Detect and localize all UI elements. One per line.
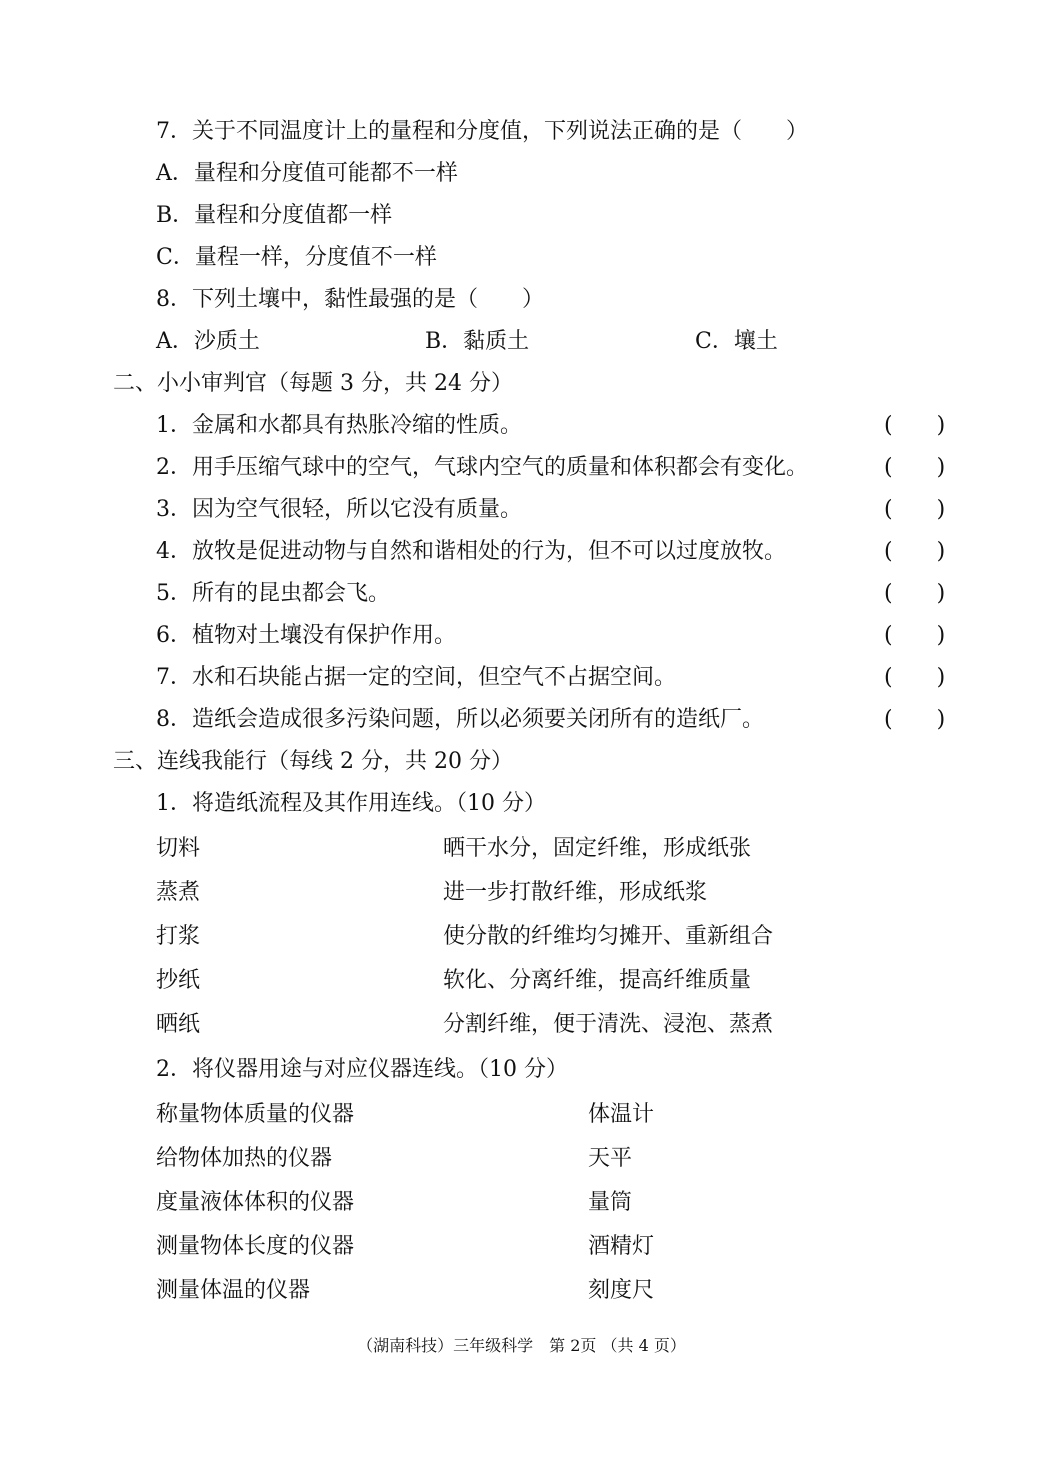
match-1-right-2[interactable]: 进一步打散纤维，形成纸浆: [443, 880, 708, 905]
match-1-left-4[interactable]: 抄纸: [156, 968, 201, 993]
judge-item-4: 4．放牧是促进动物与自然和谐相处的行为，但不可以过度放牧。: [156, 539, 786, 564]
judge-item-3: 3．因为空气很轻，所以它没有质量。: [156, 497, 522, 522]
judge-blank-8[interactable]: ( ): [884, 707, 946, 732]
judge-item-6: 6．植物对土壤没有保护作用。: [156, 623, 456, 648]
match-2-right-5[interactable]: 刻度尺: [588, 1278, 655, 1303]
match-1-right-4[interactable]: 软化、分离纤维，提高纤维质量: [443, 968, 752, 993]
match-1-left-1[interactable]: 切料: [156, 836, 201, 861]
match-1-right-3[interactable]: 使分散的纤维均匀摊开、重新组合: [443, 924, 774, 949]
match-1-right-5[interactable]: 分割纤维，便于清洗、浸泡、蒸煮: [443, 1012, 774, 1037]
question-7-stem: 7．关于不同温度计上的量程和分度值，下列说法正确的是（ ）: [156, 119, 808, 144]
section-2-heading: 二、小小审判官（每题 3 分，共 24 分）: [113, 371, 513, 396]
match-1-right-1[interactable]: 晒干水分，固定纤维，形成纸张: [443, 836, 752, 861]
question-8-option-b: B．黏质土: [425, 329, 530, 354]
judge-blank-7[interactable]: ( ): [884, 665, 946, 690]
question-7-option-b: B．量程和分度值都一样: [156, 203, 393, 228]
judge-item-8: 8．造纸会造成很多污染问题，所以必须要关闭所有的造纸厂。: [156, 707, 764, 732]
match-2-left-4[interactable]: 测量物体长度的仪器: [156, 1234, 355, 1259]
judge-blank-6[interactable]: ( ): [884, 623, 946, 648]
judge-blank-3[interactable]: ( ): [884, 497, 946, 522]
judge-blank-1[interactable]: ( ): [884, 413, 946, 438]
match-1-left-5[interactable]: 晒纸: [156, 1012, 201, 1037]
match-1-left-2[interactable]: 蒸煮: [156, 880, 201, 905]
question-8-option-a: A．沙质土: [156, 329, 260, 354]
match-1-left-3[interactable]: 打浆: [156, 924, 201, 949]
match-2-left-1[interactable]: 称量物体质量的仪器: [156, 1102, 355, 1127]
question-8-stem: 8．下列土壤中，黏性最强的是（ ）: [156, 287, 544, 312]
match-2-left-3[interactable]: 度量液体体积的仪器: [156, 1190, 355, 1215]
judge-item-5: 5．所有的昆虫都会飞。: [156, 581, 390, 606]
match-2-right-1[interactable]: 体温计: [588, 1102, 655, 1127]
match-2-left-2[interactable]: 给物体加热的仪器: [156, 1146, 333, 1171]
match-2-stem: 2．将仪器用途与对应仪器连线。（10 分）: [156, 1057, 568, 1082]
match-2-right-2[interactable]: 天平: [588, 1146, 633, 1171]
match-2-right-3[interactable]: 量筒: [588, 1190, 633, 1215]
section-3-heading: 三、连线我能行（每线 2 分，共 20 分）: [113, 749, 513, 774]
question-7-option-c: C．量程一样，分度值不一样: [156, 245, 437, 270]
judge-item-7: 7．水和石块能占据一定的空间，但空气不占据空间。: [156, 665, 676, 690]
match-2-left-5[interactable]: 测量体温的仪器: [156, 1278, 311, 1303]
match-1-stem: 1．将造纸流程及其作用连线。（10 分）: [156, 791, 546, 816]
question-8-option-c: C．壤土: [695, 329, 778, 354]
judge-item-2: 2．用手压缩气球中的空气，气球内空气的质量和体积都会有变化。: [156, 455, 808, 480]
judge-blank-2[interactable]: ( ): [884, 455, 946, 480]
judge-blank-4[interactable]: ( ): [884, 539, 946, 564]
question-7-option-a: A．量程和分度值可能都不一样: [156, 161, 458, 186]
judge-item-1: 1．金属和水都具有热胀冷缩的性质。: [156, 413, 522, 438]
match-2-right-4[interactable]: 酒精灯: [588, 1234, 655, 1259]
judge-blank-5[interactable]: ( ): [884, 581, 946, 606]
page-footer: （湖南科技）三年级科学 第 2页 （共 4 页）: [357, 1336, 686, 1355]
